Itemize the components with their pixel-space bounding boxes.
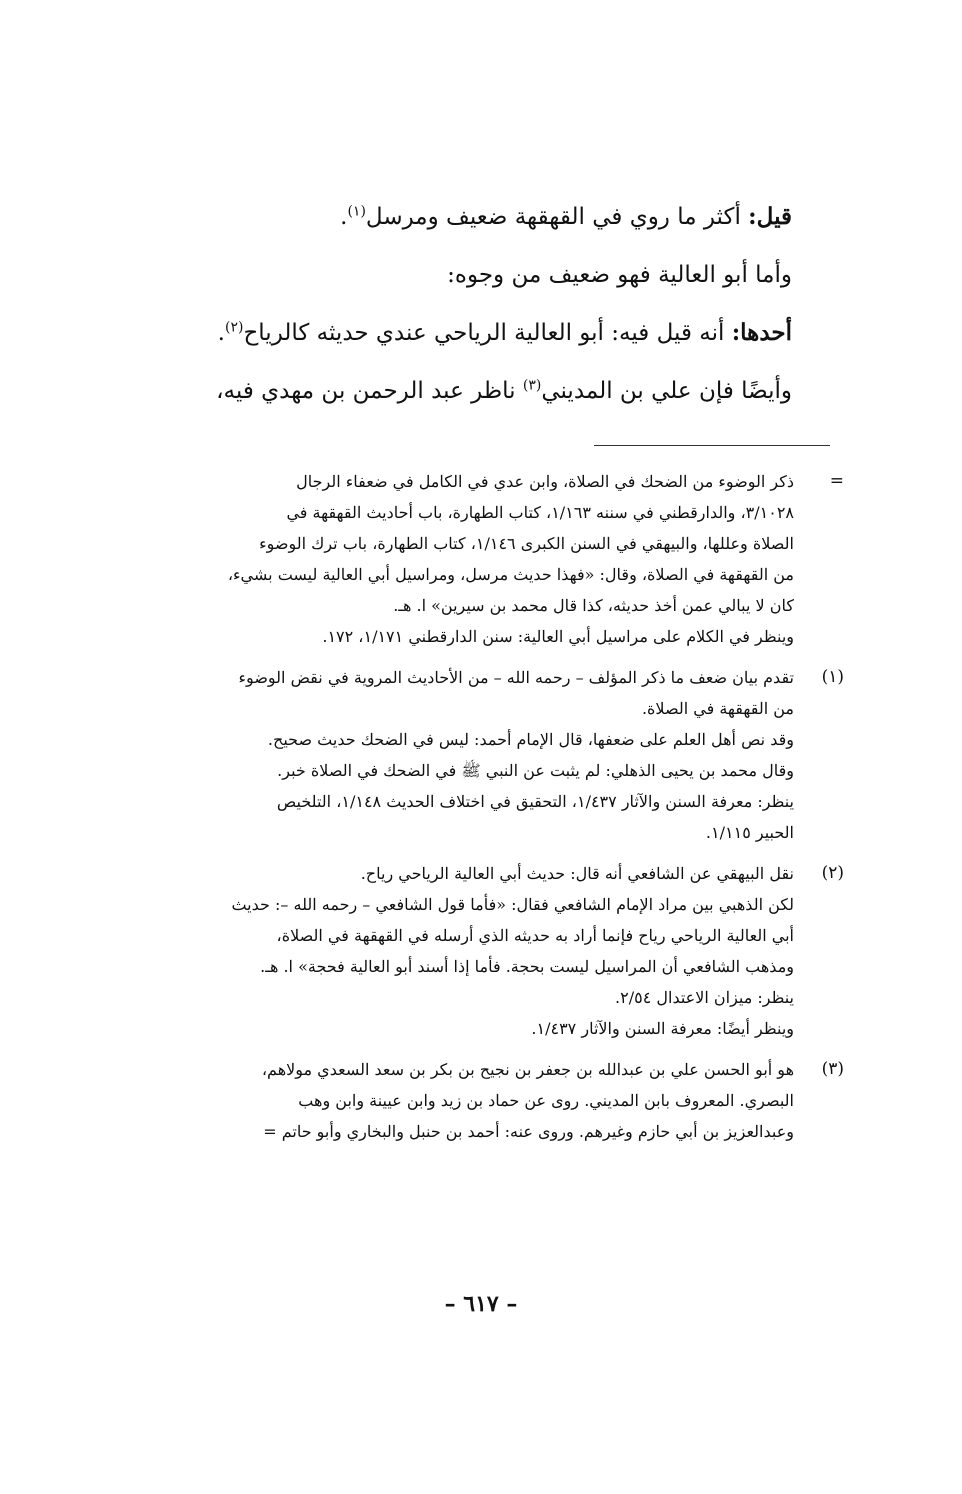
line-text: وأما أبو العالية فهو ضعيف من وجوه: <box>447 262 792 288</box>
footnote-line: وينظر أيضًا: معرفة السنن والآثار ١/٤٣٧. <box>531 1019 794 1038</box>
footnote-2 <box>132 858 844 1044</box>
footnote-line: من القهقهة في الصلاة، وقال: «فهذا حديث مرسل، ومراسيل أبي العالية ليست بشيء، <box>227 565 794 584</box>
footnote-line: لكن الذهبي بين مراد الإمام الشافعي فقال: «فأما قول الشافعي – رحمه الله –: حديث <box>231 895 794 914</box>
footnote-line: الحبير ١/١١٥. <box>705 823 794 842</box>
line-text: أنه قيل فيه: أبو العالية الرياحي عندي حديثه كالرياح <box>243 320 732 346</box>
footnote-line: الصلاة وعللها، والبيهقي في السنن الكبرى ١/١٤٦، كتاب الطهارة، باب ترك الوضوء <box>259 534 794 553</box>
footnote-ref: (١) <box>347 203 366 220</box>
line-tail: . <box>340 204 348 230</box>
footnote-line: ينظر: معرفة السنن والآثار ١/٤٣٧، التحقيق في اختلاف الحديث ١/١٤٨، التلخيص <box>276 792 794 811</box>
line-text: وأيضًا فإن علي بن المديني <box>541 378 792 404</box>
footnote-line: من القهقهة في الصلاة. <box>641 699 794 718</box>
footnote-line: نقل البيهقي عن الشافعي أنه قال: حديث أبي العالية الرياحي رياح. <box>360 864 794 883</box>
footnote-line: ذكر الوضوء من الضحك في الصلاة، وابن عدي في الكامل في ضعفاء الرجال <box>296 472 794 491</box>
footnote-line: ومذهب الشافعي أن المراسيل ليست بحجة. فأما إذا أسند أبو العالية فحجة» ا. هـ. <box>260 957 794 976</box>
page-number: – ٦١٧ – <box>444 1291 518 1317</box>
footnote-marker: (٣) <box>821 1059 844 1079</box>
footnote-line: هو أبو الحسن علي بن عبدالله بن جعفر بن نجيح بن بكر بن سعد السعدي مولاهم، <box>261 1060 794 1079</box>
footnote-marker: = <box>829 471 844 491</box>
line-lead: قيل: <box>748 203 792 230</box>
line-tail: ناظر عبد الرحمن بن مهدي فيه، <box>216 378 523 404</box>
footnote-1 <box>132 662 844 848</box>
footnote-ref: (٣) <box>522 377 542 394</box>
line-tail: . <box>217 320 225 346</box>
footnote-line: تقدم بيان ضعف ما ذكر المؤلف – رحمه الله – من الأحاديث المروية في نقض الوضوء <box>238 668 794 687</box>
line-text: أكثر ما روي في القهقهة ضعيف ومرسل <box>365 204 749 230</box>
main-line <box>132 304 792 362</box>
footnote-line: وعبدالعزيز بن أبي حازم وغيرهم. وروى عنه: أحمد بن حنبل والبخاري وأبو حاتم = <box>263 1122 794 1141</box>
footnote-line: ينظر: ميزان الاعتدال ٢/٥٤. <box>615 988 794 1007</box>
footnote-ref: (٢) <box>224 319 244 336</box>
footnotes <box>132 466 844 1157</box>
footnote-line: وينظر في الكلام على مراسيل أبي العالية: سنن الدارقطني ١/١٧١، ١٧٢. <box>322 627 794 646</box>
line-lead: أحدها: <box>731 319 792 346</box>
footnote-line: ٣/١٠٢٨، والدارقطني في سننه ١/١٦٣، كتاب الطهارة، باب أحاديث القهقهة في <box>286 503 794 522</box>
footnote-separator <box>594 445 830 446</box>
main-line <box>132 246 792 304</box>
footnote-line: كان لا يبالي عمن أخذ حديثه، كذا قال محمد بن سيرين» ا. هـ. <box>393 596 794 615</box>
footnote-line: وقد نص أهل العلم على ضعفها، قال الإمام أحمد: ليس في الضحك حديث صحيح. <box>267 730 794 749</box>
footnote-marker: (١) <box>821 667 844 687</box>
main-line <box>132 362 792 420</box>
main-text <box>132 188 792 420</box>
footnote-line: أبي العالية الرياحي رياح فإنما أراد به حديثه الذي أرسله في القهقهة في الصلاة، <box>276 926 794 945</box>
footnote-marker: (٢) <box>821 863 844 883</box>
footnote-line: البصري. المعروف بابن المديني. روى عن حماد بن زيد وابن عيينة وابن وهب <box>298 1091 794 1110</box>
main-line <box>132 188 792 246</box>
footnote-line: وقال محمد بن يحيى الذهلي: لم يثبت عن النبي ﷺ في الضحك في الصلاة خبر. <box>277 761 794 780</box>
footnote-continued <box>132 466 844 652</box>
footnote-3 <box>132 1054 844 1147</box>
